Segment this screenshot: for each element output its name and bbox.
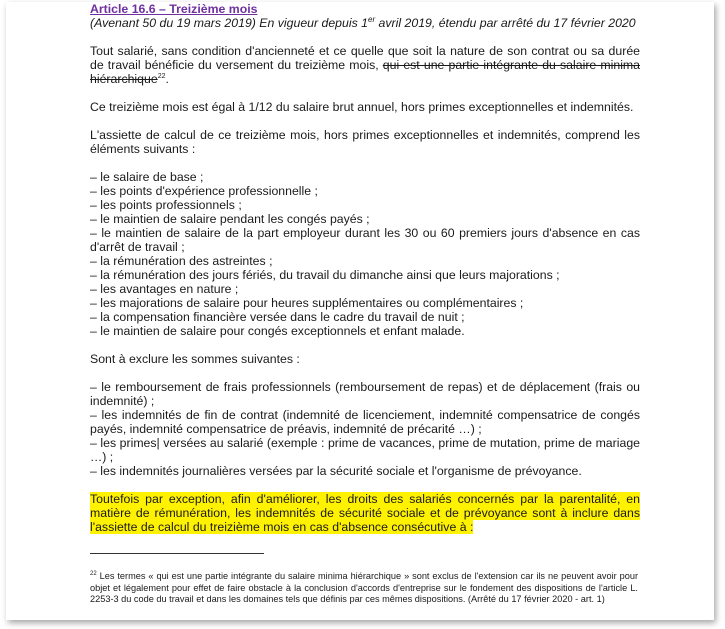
paragraph-exclusion-intro: Sont à exclure les sommes suivantes : bbox=[90, 352, 300, 366]
list-item: – la compensation financière versée dans le cadre du travail de nuit ; bbox=[90, 310, 465, 324]
list-item: – la rémunération des jours fériés, du travail du dimanche ainsi que leurs majorations ; bbox=[90, 268, 560, 282]
list-item: – les points professionnels ; bbox=[90, 198, 242, 212]
excluded-items-list bbox=[90, 380, 640, 478]
paragraph-eligibility: Tout salarié, sans condition d'ancienneté et ce quelle que soit la nature de son contrat ou sa durée de travail bénéficie du versement du treizième mois, qui est une partie intégrante du salaire minima hiérarchique$^{22}$. bbox=[90, 44, 641, 86]
list-item: – le maintien de salaire pour congés exceptionnels et enfant malade. bbox=[90, 324, 465, 338]
footnote-text: Les termes « qui est une partie intégrante du salaire minima hiérarchique » sont exclus de l'extension car ils ne peuvent avoir pour objet et légalement pour effet de faire obstacle à la conclusion d'accords d'entreprise sur le fondement des dispositions de l'article L. 2253-3 du code du travail et dans les domaines tels que définis par ces mêmes dispositions. (Arrêté du 17 février 2020 - art. 1) bbox=[90, 571, 638, 604]
list-item: – le maintien de salaire de la part employeur durant les 30 ou 60 premiers jours d'absence en cas d'arrêt de travail ; bbox=[90, 226, 640, 254]
list-item: – les points d'expérience professionnelle ; bbox=[90, 184, 318, 198]
list-item: – le salaire de base ; bbox=[90, 170, 204, 184]
list-item: – les indemnités de fin de contrat (indemnité de licenciement, indemnité compensatrice de congés payés, indemnité compensatrice de préavis, indemnité de précarité …) ; bbox=[90, 408, 640, 436]
article-body bbox=[90, 2, 640, 548]
footnote-ref[interactable]: 22 bbox=[157, 72, 166, 80]
list-item: – la rémunération des astreintes ; bbox=[90, 254, 273, 268]
list-item: – le maintien de salaire pendant les congés payés ; bbox=[90, 212, 370, 226]
footnote bbox=[90, 571, 638, 606]
struck-text: qui est une partie intégrante du salaire minima hiérarchique bbox=[90, 58, 641, 86]
paragraph-base-intro: L'assiette de calcul de ce treizième mois, hors primes exceptionnelles et indemnités, comprend les éléments suivants : bbox=[90, 128, 640, 156]
highlighted-text: Toutefois par exception, afin d'améliorer, les droits des salariés concernés par la parentalité, en matière de rémunération, les indemnités de sécurité sociale et de prévoyance sont à inclure dans l'assiette de calcul du treizième mois en cas d'absence consécutive à : bbox=[90, 492, 640, 534]
article-title: Article 16.6 – Treizième mois bbox=[90, 2, 258, 16]
footnote-separator bbox=[90, 553, 264, 554]
document-page bbox=[6, 2, 714, 620]
article-subtitle: (Avenant 50 du 19 mars 2019) En vigueur depuis 1er avril 2019, étendu par arrêté du 17 février 2020 bbox=[90, 14, 636, 30]
footnote-number: 22 bbox=[90, 570, 97, 577]
paragraph-parentality-exception bbox=[90, 492, 640, 534]
list-item: – les avantages en nature ; bbox=[90, 282, 239, 296]
list-item: – les indemnités journalières versées par la sécurité sociale et l'organisme de prévoyance. bbox=[90, 464, 582, 478]
list-item: – les primes| versées au salarié (exemple : prime de vacances, prime de mutation, prime de mariage …) ; bbox=[90, 436, 640, 464]
list-item: – le remboursement de frais professionnels (remboursement de repas) et de déplacement (frais ou indemnité) ; bbox=[90, 380, 640, 408]
list-item: – les majorations de salaire pour heures supplémentaires ou complémentaires ; bbox=[90, 296, 524, 310]
paragraph-amount: Ce treizième mois est égal à 1/12 du salaire brut annuel, hors primes exceptionnelles et indemnités. bbox=[90, 100, 634, 114]
included-items-list bbox=[90, 170, 640, 338]
